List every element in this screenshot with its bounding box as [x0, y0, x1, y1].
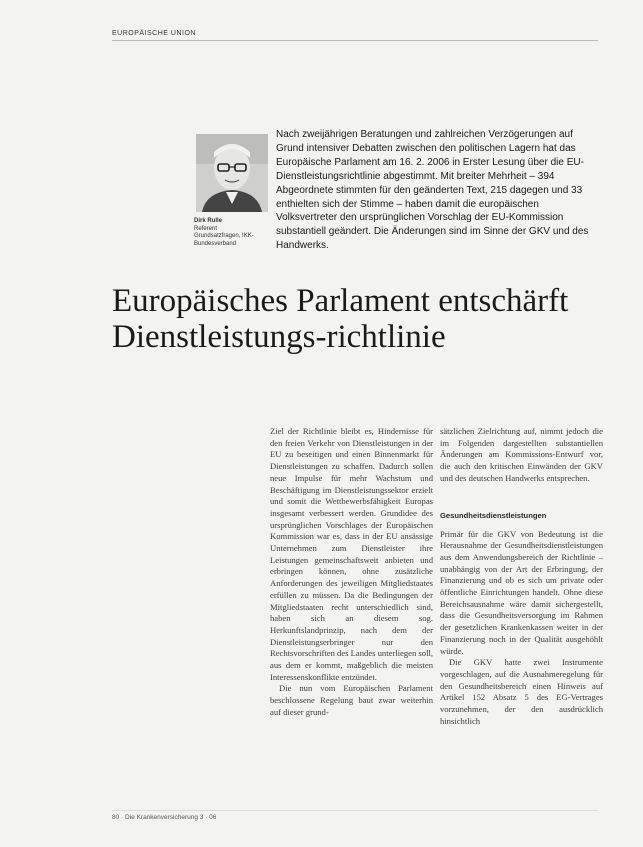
- body-paragraph: Ziel der Richtlinie bleibt es, Hindernisse für den freien Verkehr von Dienstleistungen in der EU zu beseitigen und einen Binnenmarkt für Dienstleistungen zu schaffen. Dadurch sollen neue Impulse für mehr Wachstum und Beschäftigung im Dienstleistungssektor erzielt und somit die Wettbewerbsfähigkeit Europas insgesamt verbessert werden. Grundidee des ursprünglichen Vorschlages der Europäischen Kommission war es, dass in der EU ansässige Unternehmen zum Dienstleister ihre Leistungen gemeinschaftsweit anbieten und erbringen können, ohne zusätzliche Anforderungen des jeweiligen Mitgliedstaates erfüllen zu müssen. Da die Bedingungen der Mitgliedstaaten recht unterschiedlich sind, haben sich an diesem sog. Herkunftslandprinzip, nach dem der Dienstleistungserbringer nur den Rechtsvorschriften des Landes unterliegen soll, aus dem er kommt, maßgeblich die meisten Interessenskonflikte entzündet.: [270, 426, 433, 682]
- author-photo: [196, 134, 268, 212]
- body-column-left: [270, 426, 433, 719]
- body-paragraph: sätzlichen Zielrichtung auf, nimmt jedoch die im Folgenden dargestellten substantiellen Änderungen am Kommissions-Entwurf vor, die auch den kritischen Einwänden der GKV und des deutschen Handwerks entsprechen.: [440, 426, 603, 483]
- body-paragraph: Die GKV hatte zwei Instrumente vorgeschlagen, auf die Ausnahmeregelung für den Gesundheitsbereich einen Hinweis auf Artikel 152 Absatz 5 des EG-Vertrages vorzunehmen, der den ausdrücklich hinsichtlich: [440, 657, 603, 726]
- photo-caption: [194, 218, 264, 248]
- section-label: EUROPÄISCHE UNION: [112, 30, 196, 37]
- body-paragraph: Die nun vom Europäischen Parlament beschlossene Regelung baut zwar weiterhin auf dieser grund-: [270, 683, 433, 717]
- body-paragraph: Primär für die GKV von Bedeutung ist die Herausnahme der Gesundheitsdienstleistungen aus dem Anwendungsbereich der Richtlinie – unabhängig von der Art der Erbringung, der Finanzierung und ob es sich um private oder öffentliche Einrichtungen handelt. Ohne diese Bereichsausnahme wäre damit sichergestellt, dass die Gesundheitsversorgung im Rahmen der gesetzlichen Krankenkassen weiter in der Finanzierung noch in der Qualität ausgehöhlt würde.: [440, 528, 603, 656]
- author-role: Referent Grundsatzfragen, IKK-Bundesverband: [194, 225, 254, 247]
- page-footer: 80 · Die Krankenversicherung 3 · 06: [112, 814, 217, 821]
- intro-text: Nach zweijährigen Beratungen und zahlreichen Verzögerungen auf Grund intensiver Debatten zwischen den politischen Lagern hat das Europäische Parlament am 16. 2. 2006 in Erster Lesung über die EU-Dienstleistungsrichtlinie abgestimmt. Mit breiter Mehrheit – 394 Abgeordnete stimmten für den geänderten Text, 215 dagegen und 33 enthielten sich der Stimme – haben damit die europäischen Volksvertreter den ursprünglichen Vorschlag der EU-Kommission substantiell geändert. Die Änderungen sind im Sinne der GKV und des Handwerks.: [276, 129, 589, 252]
- article-title: Europäisches Parlament entschärft Dienstleistungs-richtlinie: [112, 283, 569, 355]
- body-column-right: [440, 426, 603, 727]
- header-rule: [112, 40, 598, 41]
- author-name: Dirk Rulle: [194, 218, 223, 224]
- subheading: Gesundheitsdienstleistungen: [440, 510, 547, 520]
- footer-rule: [112, 810, 598, 811]
